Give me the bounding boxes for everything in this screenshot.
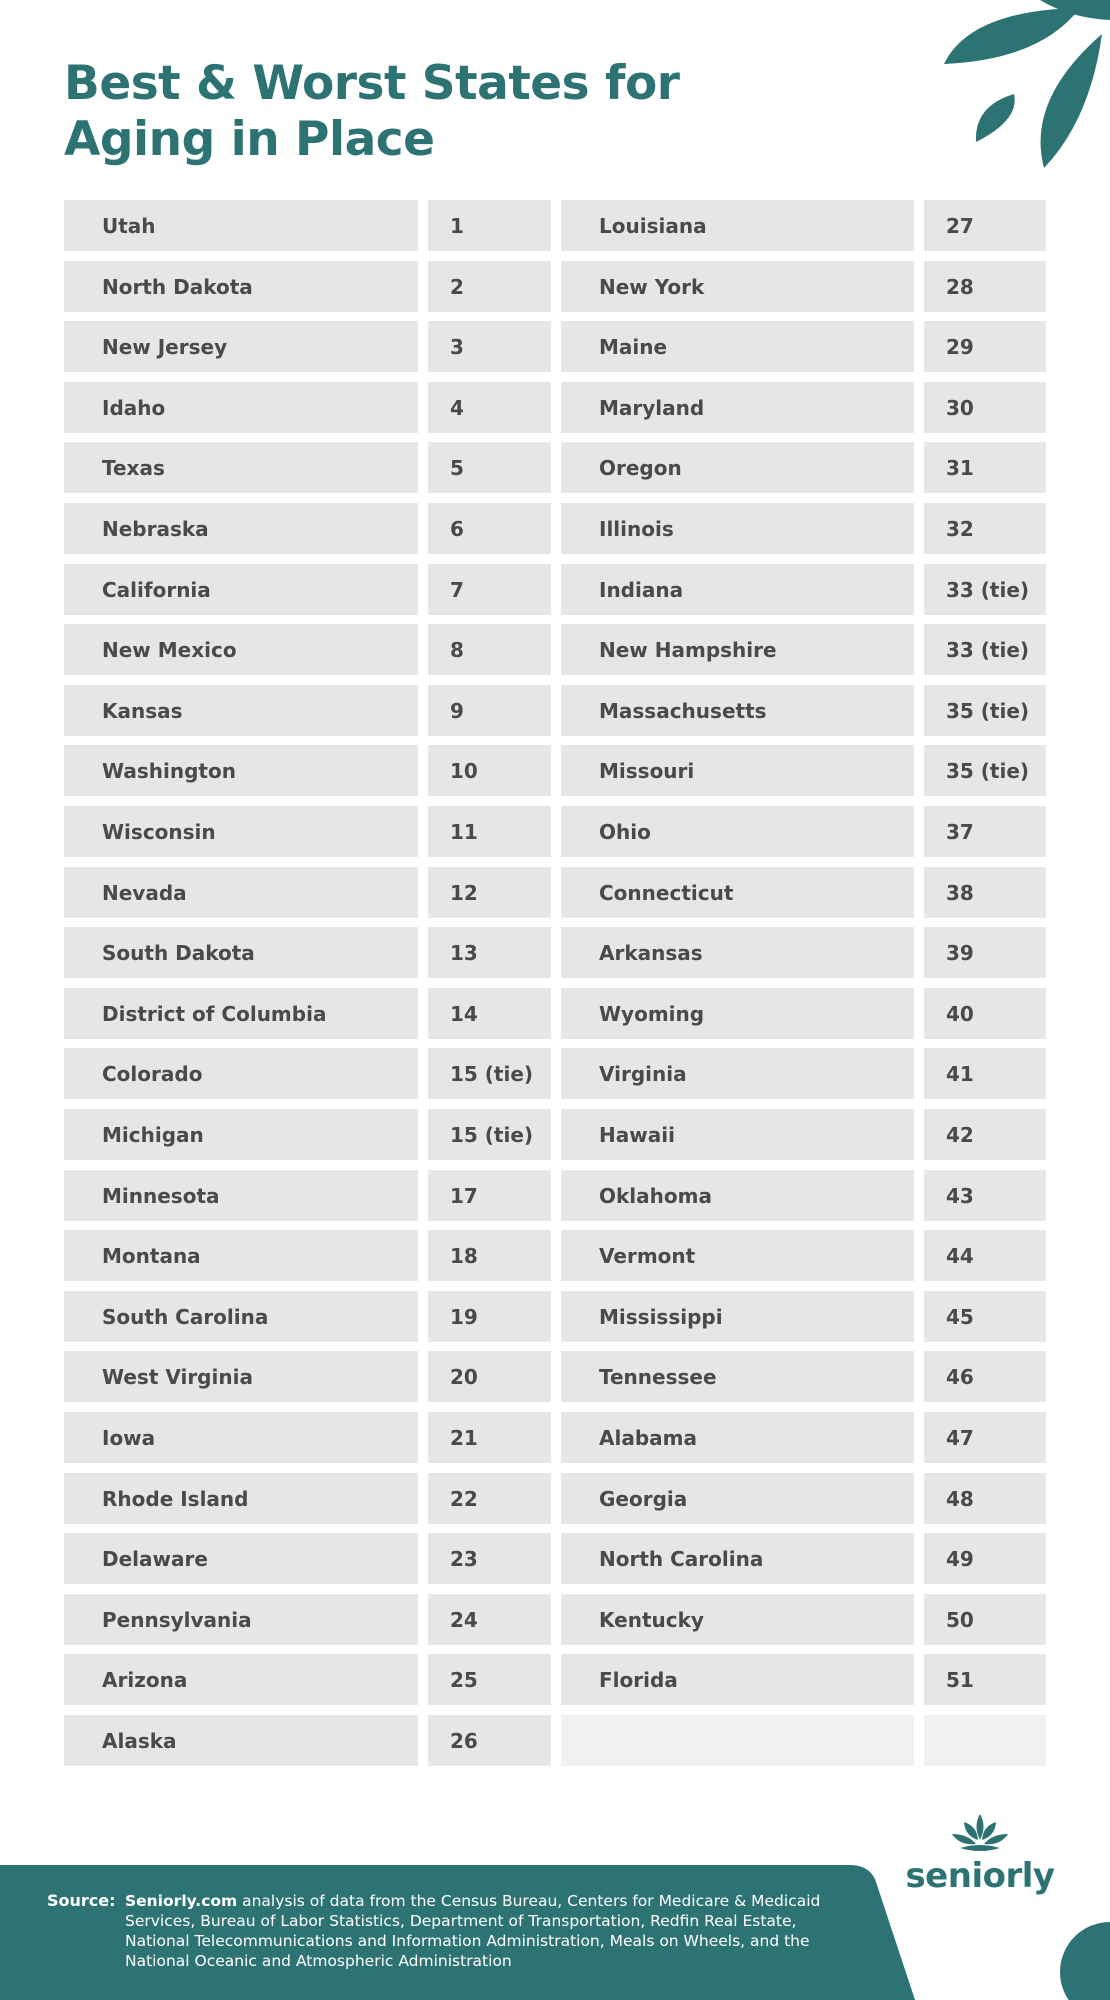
- state-name-cell: Florida: [561, 1654, 914, 1705]
- source-site: Seniorly.com: [125, 1892, 238, 1910]
- state-rank-cell: 43: [924, 1170, 1046, 1221]
- state-rank-cell: 4: [428, 382, 551, 433]
- state-name-cell: Vermont: [561, 1230, 914, 1281]
- state-name-cell: Massachusetts: [561, 685, 914, 736]
- state-rank-cell: 35 (tie): [924, 685, 1046, 736]
- state-rank-cell: 31: [924, 442, 1046, 493]
- state-name-cell: West Virginia: [64, 1351, 418, 1402]
- state-name-cell: New Hampshire: [561, 624, 914, 675]
- state-name-cell: Illinois: [561, 503, 914, 554]
- state-rank-cell: 38: [924, 867, 1046, 918]
- state-rank-cell: 42: [924, 1109, 1046, 1160]
- state-rank-cell: 23: [428, 1533, 551, 1584]
- state-name-cell: North Carolina: [561, 1533, 914, 1584]
- page-title: [64, 56, 679, 168]
- state-name-cell: Utah: [64, 200, 418, 251]
- state-name-cell: Idaho: [64, 382, 418, 433]
- state-name-cell: Wisconsin: [64, 806, 418, 857]
- state-name-cell: Oklahoma: [561, 1170, 914, 1221]
- state-name-cell: Rhode Island: [64, 1473, 418, 1524]
- state-name-cell: Nevada: [64, 867, 418, 918]
- state-name-cell: Arkansas: [561, 927, 914, 978]
- state-name-cell: Hawaii: [561, 1109, 914, 1160]
- state-rank-cell: 3: [428, 321, 551, 372]
- state-rank-cell: 33 (tie): [924, 624, 1046, 675]
- state-rank-cell: 2: [428, 261, 551, 312]
- state-rank-cell: 37: [924, 806, 1046, 857]
- state-name-cell: Virginia: [561, 1048, 914, 1099]
- state-name-cell: Pennsylvania: [64, 1594, 418, 1645]
- state-rank-cell: 29: [924, 321, 1046, 372]
- state-rank-cell: 9: [428, 685, 551, 736]
- state-name-cell: South Dakota: [64, 927, 418, 978]
- source-text: [125, 1891, 845, 1971]
- state-name-cell: Wyoming: [561, 988, 914, 1039]
- state-name-cell: Tennessee: [561, 1351, 914, 1402]
- logo-text: seniorly: [905, 1856, 1055, 1896]
- state-rank-cell: 11: [428, 806, 551, 857]
- state-rank-cell: 49: [924, 1533, 1046, 1584]
- empty-cell: [924, 1715, 1046, 1766]
- state-rank-cell: 8: [428, 624, 551, 675]
- state-name-cell: New York: [561, 261, 914, 312]
- state-rank-cell: 33 (tie): [924, 564, 1046, 615]
- state-name-cell: Nebraska: [64, 503, 418, 554]
- title-line-2: Aging in Place: [64, 112, 435, 167]
- state-name-cell: Indiana: [561, 564, 914, 615]
- state-rank-cell: 47: [924, 1412, 1046, 1463]
- state-rank-cell: 15 (tie): [428, 1048, 551, 1099]
- state-name-cell: Louisiana: [561, 200, 914, 251]
- state-rank-cell: 22: [428, 1473, 551, 1524]
- source-description: analysis of data from the Census Bureau, Centers for Medicare & Medicaid Services, Bureau of Labor Statistics, Department of Transportation, Redfin Real Estate, National Telecommunications and Information Administration, Meals on Wheels, and the National Oceanic and Atmospheric Administration: [125, 1892, 821, 1970]
- state-name-cell: Colorado: [64, 1048, 418, 1099]
- state-rank-cell: 25: [428, 1654, 551, 1705]
- state-rank-cell: 48: [924, 1473, 1046, 1524]
- state-name-cell: Mississippi: [561, 1291, 914, 1342]
- leaf-decoration-icon: [930, 0, 1110, 180]
- state-name-cell: Maryland: [561, 382, 914, 433]
- state-name-cell: Connecticut: [561, 867, 914, 918]
- state-rank-cell: 15 (tie): [428, 1109, 551, 1160]
- state-name-cell: Montana: [64, 1230, 418, 1281]
- state-name-cell: California: [64, 564, 418, 615]
- state-name-cell: South Carolina: [64, 1291, 418, 1342]
- state-name-cell: Kansas: [64, 685, 418, 736]
- lotus-icon: [950, 1812, 1010, 1856]
- state-name-cell: New Mexico: [64, 624, 418, 675]
- state-rank-cell: 1: [428, 200, 551, 251]
- state-rank-cell: 28: [924, 261, 1046, 312]
- state-name-cell: New Jersey: [64, 321, 418, 372]
- state-name-cell: Delaware: [64, 1533, 418, 1584]
- state-rank-cell: 32: [924, 503, 1046, 554]
- state-rank-cell: 7: [428, 564, 551, 615]
- state-rank-cell: 6: [428, 503, 551, 554]
- state-name-cell: Georgia: [561, 1473, 914, 1524]
- source-label: Source:: [47, 1891, 116, 1910]
- state-name-cell: Michigan: [64, 1109, 418, 1160]
- state-name-cell: Texas: [64, 442, 418, 493]
- state-name-cell: Ohio: [561, 806, 914, 857]
- state-rank-cell: 41: [924, 1048, 1046, 1099]
- title-line-1: Best & Worst States for: [64, 56, 680, 111]
- state-name-cell: Alabama: [561, 1412, 914, 1463]
- state-rank-cell: 18: [428, 1230, 551, 1281]
- state-rank-cell: 17: [428, 1170, 551, 1221]
- state-rank-cell: 30: [924, 382, 1046, 433]
- state-rank-cell: 35 (tie): [924, 745, 1046, 796]
- state-name-cell: Oregon: [561, 442, 914, 493]
- state-rank-cell: 51: [924, 1654, 1046, 1705]
- state-name-cell: Washington: [64, 745, 418, 796]
- state-name-cell: Arizona: [64, 1654, 418, 1705]
- state-name-cell: North Dakota: [64, 261, 418, 312]
- state-name-cell: Minnesota: [64, 1170, 418, 1221]
- state-rank-cell: 27: [924, 200, 1046, 251]
- state-rank-cell: 12: [428, 867, 551, 918]
- state-rank-cell: 20: [428, 1351, 551, 1402]
- state-name-cell: Alaska: [64, 1715, 418, 1766]
- state-rank-cell: 14: [428, 988, 551, 1039]
- state-rank-cell: 40: [924, 988, 1046, 1039]
- state-name-cell: District of Columbia: [64, 988, 418, 1039]
- state-rank-cell: 10: [428, 745, 551, 796]
- state-name-cell: Kentucky: [561, 1594, 914, 1645]
- state-rank-cell: 39: [924, 927, 1046, 978]
- state-rank-cell: 5: [428, 442, 551, 493]
- state-rank-cell: 26: [428, 1715, 551, 1766]
- state-rank-cell: 45: [924, 1291, 1046, 1342]
- empty-cell: [561, 1715, 914, 1766]
- state-name-cell: Missouri: [561, 745, 914, 796]
- state-rank-cell: 24: [428, 1594, 551, 1645]
- state-rank-cell: 50: [924, 1594, 1046, 1645]
- state-name-cell: Maine: [561, 321, 914, 372]
- state-rank-cell: 44: [924, 1230, 1046, 1281]
- state-name-cell: Iowa: [64, 1412, 418, 1463]
- state-rank-cell: 13: [428, 927, 551, 978]
- state-rank-cell: 21: [428, 1412, 551, 1463]
- state-rank-cell: 46: [924, 1351, 1046, 1402]
- state-rank-cell: 19: [428, 1291, 551, 1342]
